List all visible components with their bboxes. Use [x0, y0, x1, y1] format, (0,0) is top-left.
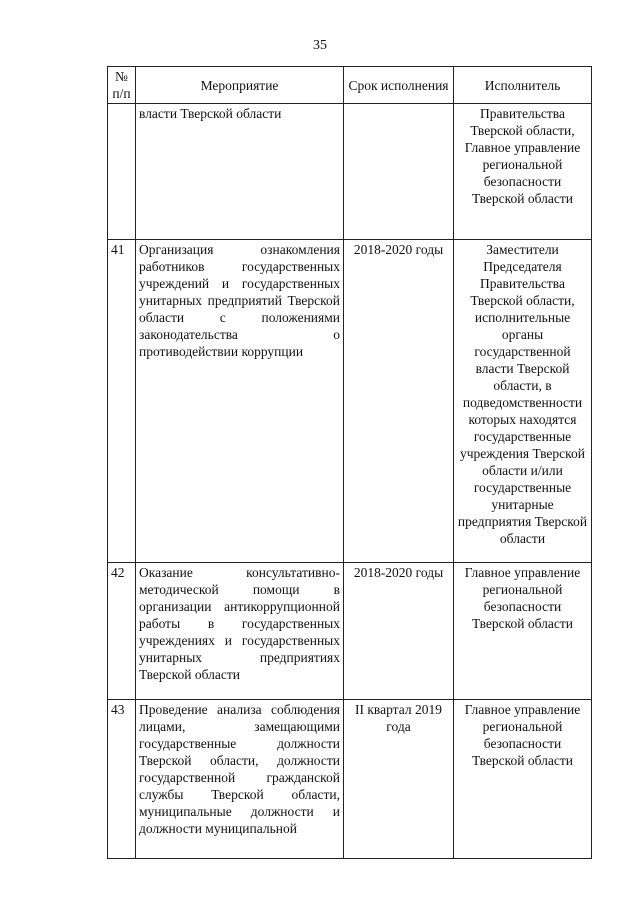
row-executor: Главное управление региональной безопасности Тверской области: [454, 563, 592, 700]
header-activity: Мероприятие: [136, 67, 344, 104]
row-term: II квартал 2019 года: [344, 700, 454, 859]
header-number: № п/п: [108, 67, 136, 104]
row-activity: власти Тверской области: [136, 104, 344, 240]
row-activity: Проведение анализа соблюдения лицами, замещающими государственные должности Тверской области, должности государственной гражданской службы Тверской области, муниципальные должности и должности муниципальной: [136, 700, 344, 859]
page-number: 35: [313, 38, 327, 53]
measures-table: [107, 66, 592, 859]
row-executor: Главное управление региональной безопасности Тверской области: [454, 700, 592, 859]
table-row: [108, 104, 592, 240]
row-number: 41: [108, 240, 136, 563]
table-header-row: [108, 67, 592, 104]
row-number: 43: [108, 700, 136, 859]
table-row: [108, 240, 592, 563]
row-activity: Оказание консультативно-методической помощи в организации антикоррупционной работы в государственных учреждениях и государственных унитарных предприятиях Тверской области: [136, 563, 344, 700]
header-term: Срок исполнения: [344, 67, 454, 104]
table-row: [108, 700, 592, 859]
row-term: 2018-2020 годы: [344, 240, 454, 563]
row-number: [108, 104, 136, 240]
row-executor: Заместители Председателя Правительства Тверской области, исполнительные органы государственной власти Тверской области, в подведомственности которых находятся государственные учреждения Тверской области и/или государственные унитарные предприятия Тверской области: [454, 240, 592, 563]
row-executor: Правительства Тверской области, Главное управление региональной безопасности Тверской области: [454, 104, 592, 240]
table-row: [108, 563, 592, 700]
row-number: 42: [108, 563, 136, 700]
row-term: 2018-2020 годы: [344, 563, 454, 700]
row-activity: Организация ознакомления работников государственных учреждений и государственных унитарных предприятий Тверской области с положениями законодательства о противодействии коррупции: [136, 240, 344, 563]
header-executor: Исполнитель: [454, 67, 592, 104]
row-term: [344, 104, 454, 240]
